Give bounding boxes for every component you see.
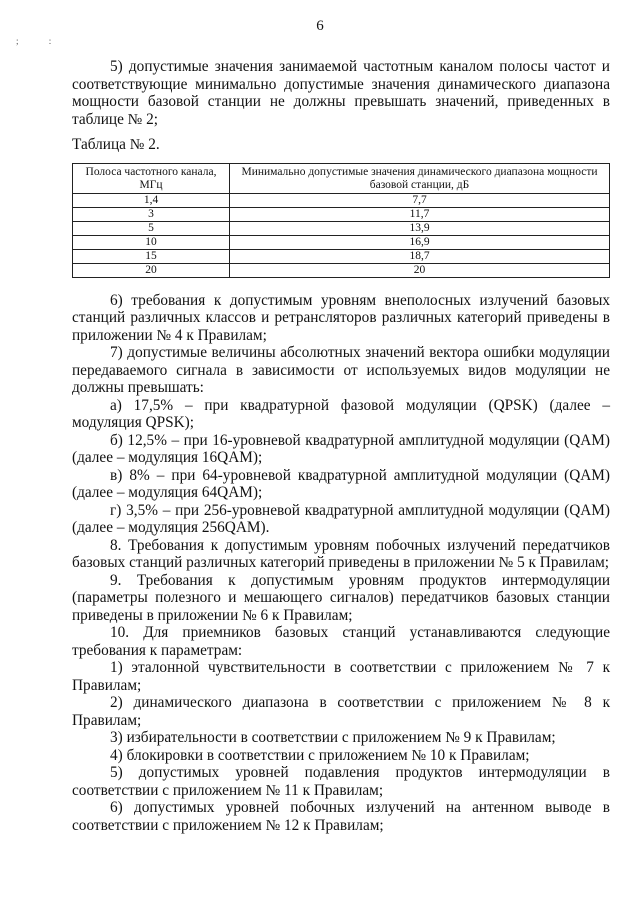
document-body [72,58,610,834]
header-band: Полоса частотного канала, МГц [73,163,230,193]
cell-band: 5 [73,221,230,235]
cell-value: 16,9 [230,235,610,249]
item-10-3-paragraph: 3) избирательности в соответствии с приложением № 9 к Правилам; [110,729,556,746]
item-10-4-paragraph: 4) блокировки в соответствии с приложением № 10 к Правилам; [110,746,530,764]
item-7b-paragraph: б) 12,5% – при 16-уровневой квадратурной амплитудной модуляции (QAM) (далее – модуляция 16QAM); [72,431,610,466]
table-header-row [73,163,610,193]
cell-band: 15 [73,249,230,263]
section-9-paragraph: 9. Требования к допустимым уровням продуктов интермодуляции (параметры полезного и мешающего сигналов) передатчиков базовых станции приведены в приложении № 6 к Правилам; [72,571,610,624]
item-7a-paragraph: а) 17,5% – при квадратурной фазовой модуляции (QPSK) (далее – модуляция QPSK); [72,396,610,431]
item-10-1-paragraph: 1) эталонной чувствительности в соответствии с приложением № 7 к Правилам; [72,659,610,694]
cell-value: 11,7 [230,207,610,221]
item-7d-paragraph: г) 3,5% – при 256-уровневой квадратурной амплитудной модуляции (QAM) (далее – модуляция 256QAM). [72,501,610,536]
cell-value: 18,7 [230,249,610,263]
item-10-5-paragraph: 5) допустимых уровней подавления продуктов интермодуляции в соответствии с приложением № 11 к Правилам; [72,764,610,799]
dynamic-range-table [72,163,610,278]
item-10-6-paragraph: 6) допустимых уровней побочных излучений на антенном выводе в соответствии с приложением № 12 к Правилам; [72,799,610,834]
page-number: 6 [316,18,324,34]
item-10-2-paragraph: 2) динамического диапазона в соответствии с приложением № 8 к Правилам; [72,694,610,729]
cell-band: 3 [73,207,230,221]
cell-value: 20 [230,263,610,277]
table-row [73,207,610,221]
table-row [73,221,610,235]
cell-value: 13,9 [230,221,610,235]
table-row [73,249,610,263]
item-7-paragraph: 7) допустимые величины абсолютных значений вектора ошибки модуляции передаваемого сигнала в зависимости от используемых видов модуляции не должны превышать: [72,344,610,396]
table-row [73,263,610,277]
cell-band: 20 [73,263,230,277]
cell-band: 10 [73,235,230,249]
table-caption: Таблица № 2. [72,136,160,153]
table-row [73,235,610,249]
section-10-paragraph: 10. Для приемников базовых станций устанавливаются следующие требования к параметрам: [72,624,610,659]
section-8-paragraph: 8. Требования к допустимым уровням побочных излучений передатчиков базовых станций различных категорий приведены в приложении № 5 к Правилам; [72,536,610,571]
margin-marks: ; : [16,36,66,46]
item-6-paragraph: 6) требования к допустимым уровням внеполосных излучений базовых станций различных классов и ретрансляторов различных категорий приведены в приложении № 4 к Правилам; [72,291,610,344]
item-7c-paragraph: в) 8% – при 64-уровневой квадратурной амплитудной модуляции (QAM) (далее – модуляция 64QAM); [72,466,610,501]
header-dynamic-range: Минимально допустимые значения динамического диапазона мощности базовой станции, дБ [230,163,610,193]
cell-value: 7,7 [230,193,610,207]
table-row [73,193,610,207]
cell-band: 1,4 [73,193,230,207]
item-5-paragraph: 5) допустимые значения занимаемой частотным каналом полосы частот и соответствующие минимально допустимые значения динамического диапазона мощности базовой станции не должны превышать значений, приведенных в таблице № 2; [72,58,610,128]
